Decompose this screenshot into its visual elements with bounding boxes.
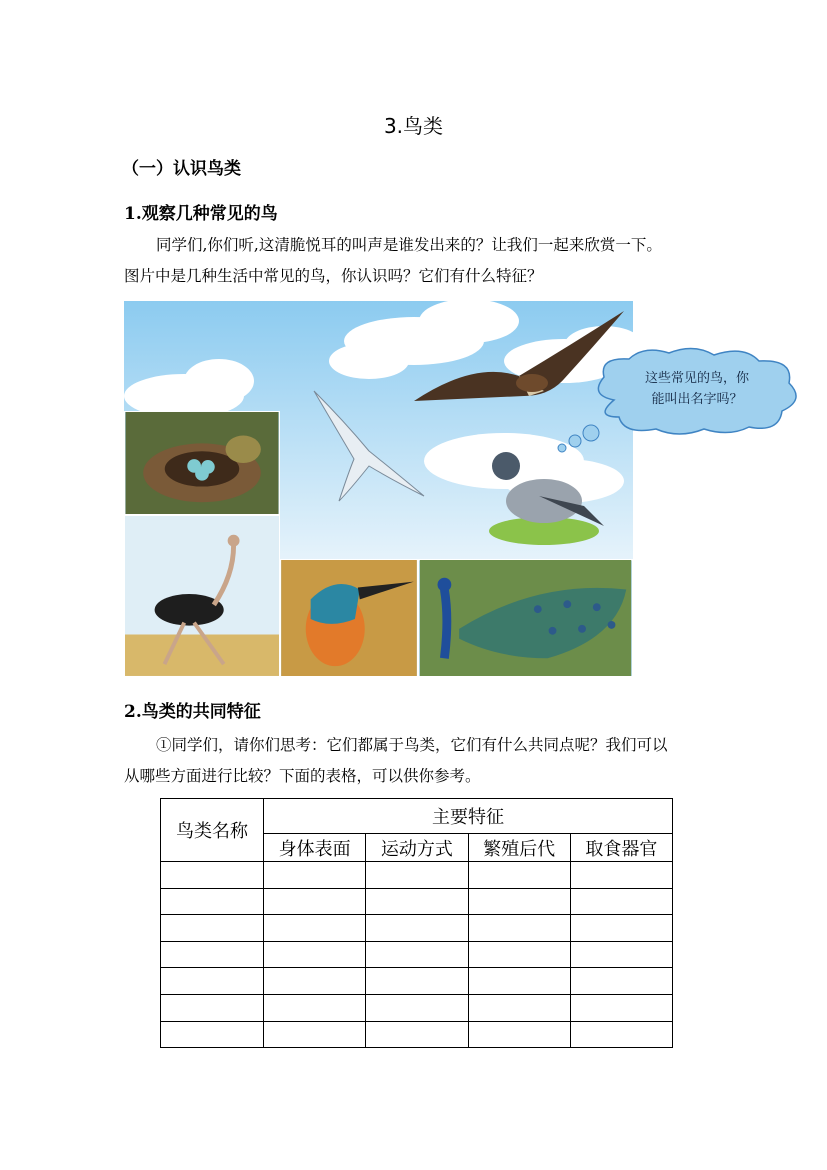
ostrich-photo: [124, 515, 280, 677]
table-row: [161, 888, 673, 915]
col-header-movement: 运动方式: [366, 834, 468, 862]
col-header-feeding-organ: 取食器官: [570, 834, 672, 862]
page-title: 3.鸟类: [383, 114, 444, 138]
col-header-main-features: 主要特征: [264, 799, 673, 834]
intro-line-1: 同学们,你们听,这清脆悦耳的叫声是谁发出来的？让我们一起来欣赏一下。: [156, 236, 662, 254]
col-header-reproduction: 繁殖后代: [468, 834, 570, 862]
col-header-bird-name: 鸟类名称: [161, 799, 264, 862]
bird-collage: [124, 301, 633, 677]
thought-bubble-text: [612, 368, 782, 410]
table-row: [161, 915, 673, 942]
features-paragraph: [124, 730, 709, 792]
peacock-photo: [418, 559, 633, 677]
intro-paragraph: [124, 230, 709, 292]
table-row: [161, 941, 673, 968]
intro-line-2: 图片中是几种生活中常见的鸟，你认识吗？它们有什么特征？: [124, 267, 543, 285]
table-row: [161, 862, 673, 889]
table-row: [161, 994, 673, 1021]
kingfisher-photo: [280, 559, 418, 677]
bird-features-table: [160, 798, 673, 1048]
subheading-observe: 1.观察几种常见的鸟: [124, 204, 278, 224]
features-line-1: ①同学们，请你们思考：它们都属于鸟类，它们有什么共同点呢？我们可以: [156, 736, 668, 754]
col-header-body-surface: 身体表面: [264, 834, 366, 862]
bubble-line-2: 能叫出名字吗？: [651, 392, 743, 407]
features-line-2: 从哪些方面进行比较？下面的表格，可以供你参考。: [124, 767, 481, 785]
section-heading: （一）认识鸟类: [122, 159, 241, 179]
subheading-features: 2.鸟类的共同特征: [124, 702, 261, 722]
bubble-line-1: 这些常见的鸟，你: [644, 371, 749, 386]
table-row: [161, 1021, 673, 1048]
nest-photo: [124, 411, 280, 515]
table-row: [161, 968, 673, 995]
